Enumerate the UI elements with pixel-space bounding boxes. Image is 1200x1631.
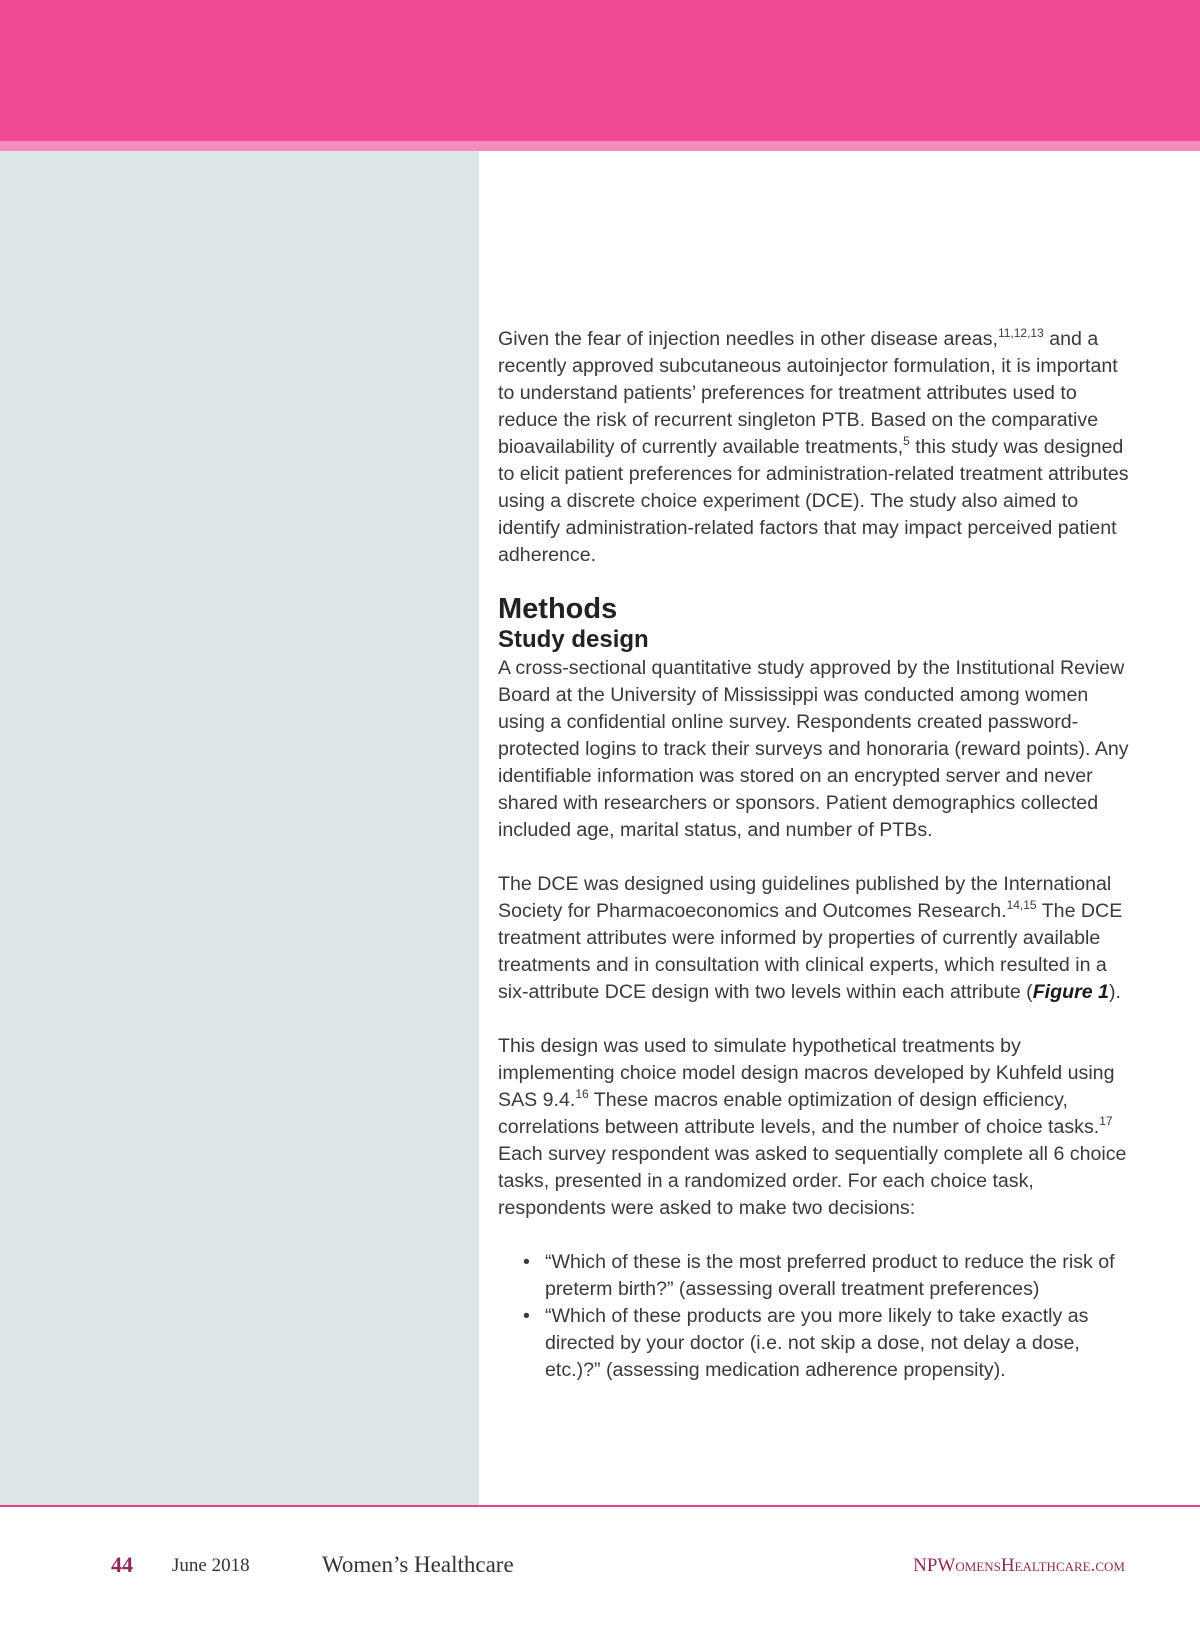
header-banner	[0, 0, 1200, 141]
figure-reference: Figure 1	[1032, 981, 1109, 1003]
citation-superscript: 16	[575, 1087, 589, 1101]
decision-list	[498, 1249, 1138, 1384]
footer-divider	[0, 1505, 1200, 1507]
bullet-icon: •	[523, 1305, 530, 1327]
header-banner-stripe	[0, 141, 1200, 151]
sidebar-panel	[0, 151, 479, 1506]
article-body	[498, 326, 1138, 1384]
list-item: • “Which of these products are you more likely to take exactly as directed by your doctor (i.e. not skip a dose, not delay a dose, etc.)?” (assessing medication adherence propensity).	[523, 1305, 1089, 1381]
list-item: • “Which of these is the most preferred product to reduce the risk of preterm birth?” (assessing overall treatment preferences)	[523, 1251, 1115, 1300]
subsection-heading-study-design: Study design	[498, 626, 649, 653]
website-link[interactable]: NPWomensHealthcare.com	[913, 1555, 1125, 1576]
citation-superscript: 14,15	[1006, 898, 1037, 912]
bullet-icon: •	[523, 1251, 530, 1273]
citation-superscript: 11,12,13	[997, 326, 1044, 340]
citation-superscript: 17	[1099, 1114, 1113, 1128]
journal-name: Women’s Healthcare	[322, 1552, 514, 1577]
citation-superscript: 5	[903, 434, 910, 448]
page-number: 44	[111, 1552, 133, 1577]
intro-paragraph: Given the fear of injection needles in other disease areas,$^{11,12,13}$ and a recently approved subcutaneous autoinjector formulation, it is important to understand patients’ preferences for treatment attributes used to reduce the risk of recurrent singleton PTB. Based on the comparative bioavailability of currently available treatments,$^5$ this study was designed to elicit patient preferences for administration-related treatment attributes using a discrete choice experiment (DCE). The study also aimed to identify administration-related factors that may impact perceived patient adherence.	[498, 326, 1129, 566]
study-design-paragraph: A cross-sectional quantitative study approved by the Institutional Review Board at the University of Mississippi was conducted among women using a confidential online survey. Respondents created password-protected logins to track their surveys and honoraria (reward points). Any identifiable information was stored on an encrypted server and never shared with researchers or sponsors. Patient demographics collected included age, marital status, and number of PTBs.	[498, 657, 1129, 841]
dce-paragraph: The DCE was designed using guidelines published by the International Society for Pharmacoeconomics and Outcomes Research.$^{14,15}$ The DCE treatment attributes were informed by properties of currently available treatments and in consultation with clinical experts, which resulted in a six-attribute DCE design with two levels within each attribute (Figure 1).	[498, 873, 1123, 1003]
page-footer	[0, 1540, 1200, 1590]
section-heading-methods: Methods	[498, 593, 618, 625]
design-simulation-paragraph: This design was used to simulate hypothetical treatments by implementing choice model design macros developed by Kuhfeld using SAS 9.4.16 These macros enable optimization of design efficiency, correlations between attribute levels, and the number of choice tasks.$^{17}$ Each survey respondent was asked to sequentially complete all 6 choice tasks, presented in a randomized order. For each choice task, respondents were asked to make two decisions:	[498, 1035, 1127, 1219]
issue-date: June 2018	[172, 1555, 250, 1576]
